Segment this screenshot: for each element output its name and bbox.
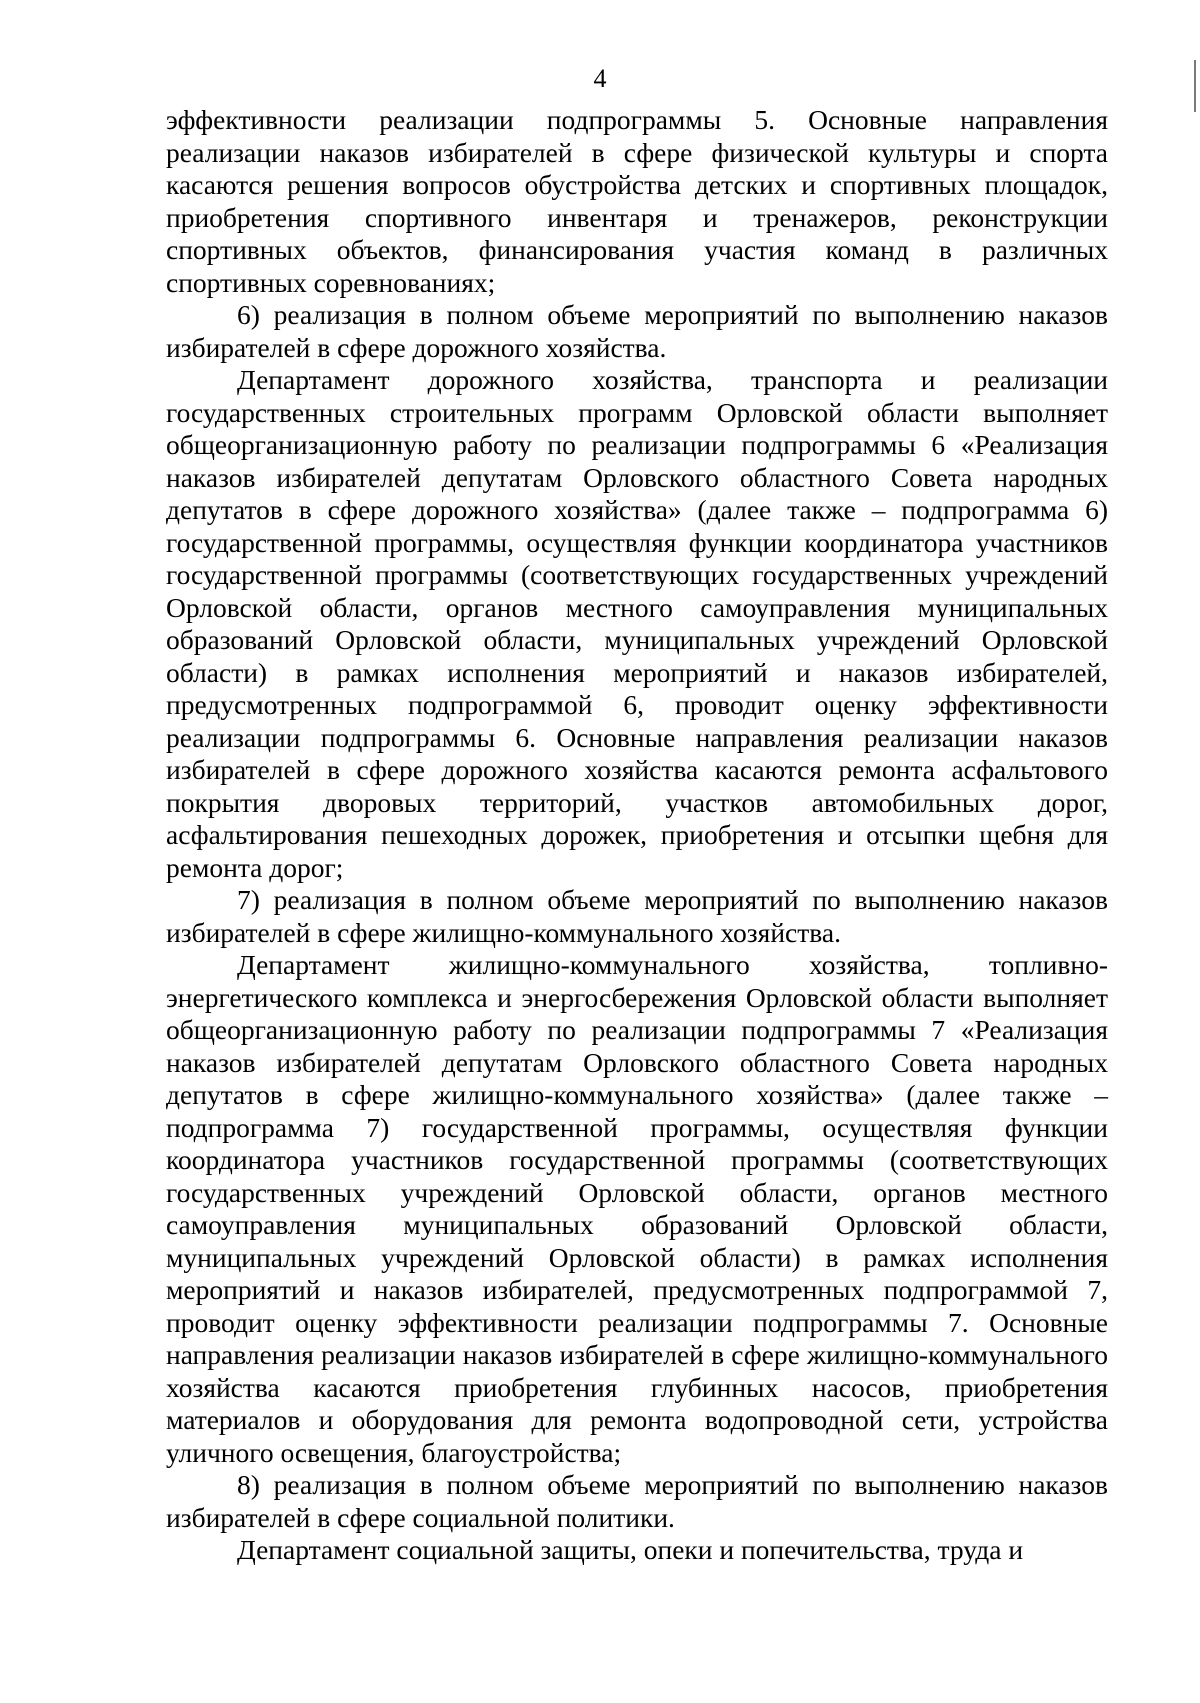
paragraph-department-road: Департамент дорожного хозяйства, транспорта и реализации государственных строительных программ Орловской области выполняет общеорганизационную работу по реализации подпрограммы 6 «Реализация наказов избирателей депутатам Орловского областного Совета народных депутатов в сфере дорожного хозяйства» (далее также – подпрограмма 6) государственной программы, осуществляя функции координатора участников государственной программы (соответствующих государственных учреждений Орловской области, органов местного самоуправления муниципальных образований Орловской области, муниципальных учреждений Орловской области) в рамках исполнения мероприятий и наказов избирателей, предусмотренных подпрограммой 6, проводит оценку эффективности реализации подпрограммы 6. Основные направления реализации наказов избирателей в сфере дорожного хозяйства касаются ремонта асфальтового покрытия дворовых территорий, участков автомобильных дорог, асфальтирования пешеходных дорожек, приобретения и отсыпки щебня для ремонта дорог; [166, 364, 1108, 883]
paragraph-continuation: эффективности реализации подпрограммы 5. Основные направления реализации наказов избирателей в сфере физической культуры и спорта касаются решения вопросов обустройства детских и спортивных площадок, приобретения спортивного инвентаря и тренажеров, реконструкции спортивных объектов, финансирования участия команд в различных спортивных соревнованиях; [166, 104, 1108, 298]
paragraph-department-social: Департамент социальной защиты, опеки и попечительства, труда и [237, 1534, 1024, 1565]
paragraph-department-housing: Департамент жилищно-коммунального хозяйства, топливно-энергетического комплекса и энергосбережения Орловской области выполняет общеорганизационную работу по реализации подпрограммы 7 «Реализация наказов избирателей депутатам Орловского областного Совета народных депутатов в сфере жилищно-коммунального хозяйства» (далее также – подпрограмма 7) государственной программы, осуществляя функции координатора участников государственной программы (соответствующих государственных учреждений Орловской области, органов местного самоуправления муниципальных образований Орловской области, муниципальных учреждений Орловской области) в рамках исполнения мероприятий и наказов избирателей, предусмотренных подпрограммой 7, проводит оценку эффективности реализации подпрограммы 7. Основные направления реализации наказов избирателей в сфере жилищно-коммунального хозяйства касаются приобретения глубинных насосов, приобретения материалов и оборудования для ремонта водопроводной сети, устройства уличного освещения, благоустройства; [166, 949, 1108, 1468]
paragraph-item-7: 7) реализация в полном объеме мероприятий по выполнению наказов избирателей в сфере жилищно-коммунального хозяйства. [166, 884, 1108, 948]
paragraph-item-6: 6) реализация в полном объеме мероприятий по выполнению наказов избирателей в сфере дорожного хозяйства. [166, 299, 1108, 363]
page-number: 4 [593, 64, 607, 93]
document-body [166, 104, 1108, 1567]
paragraph-item-8: 8) реализация в полном объеме мероприятий по выполнению наказов избирателей в сфере социальной политики. [166, 1469, 1108, 1533]
